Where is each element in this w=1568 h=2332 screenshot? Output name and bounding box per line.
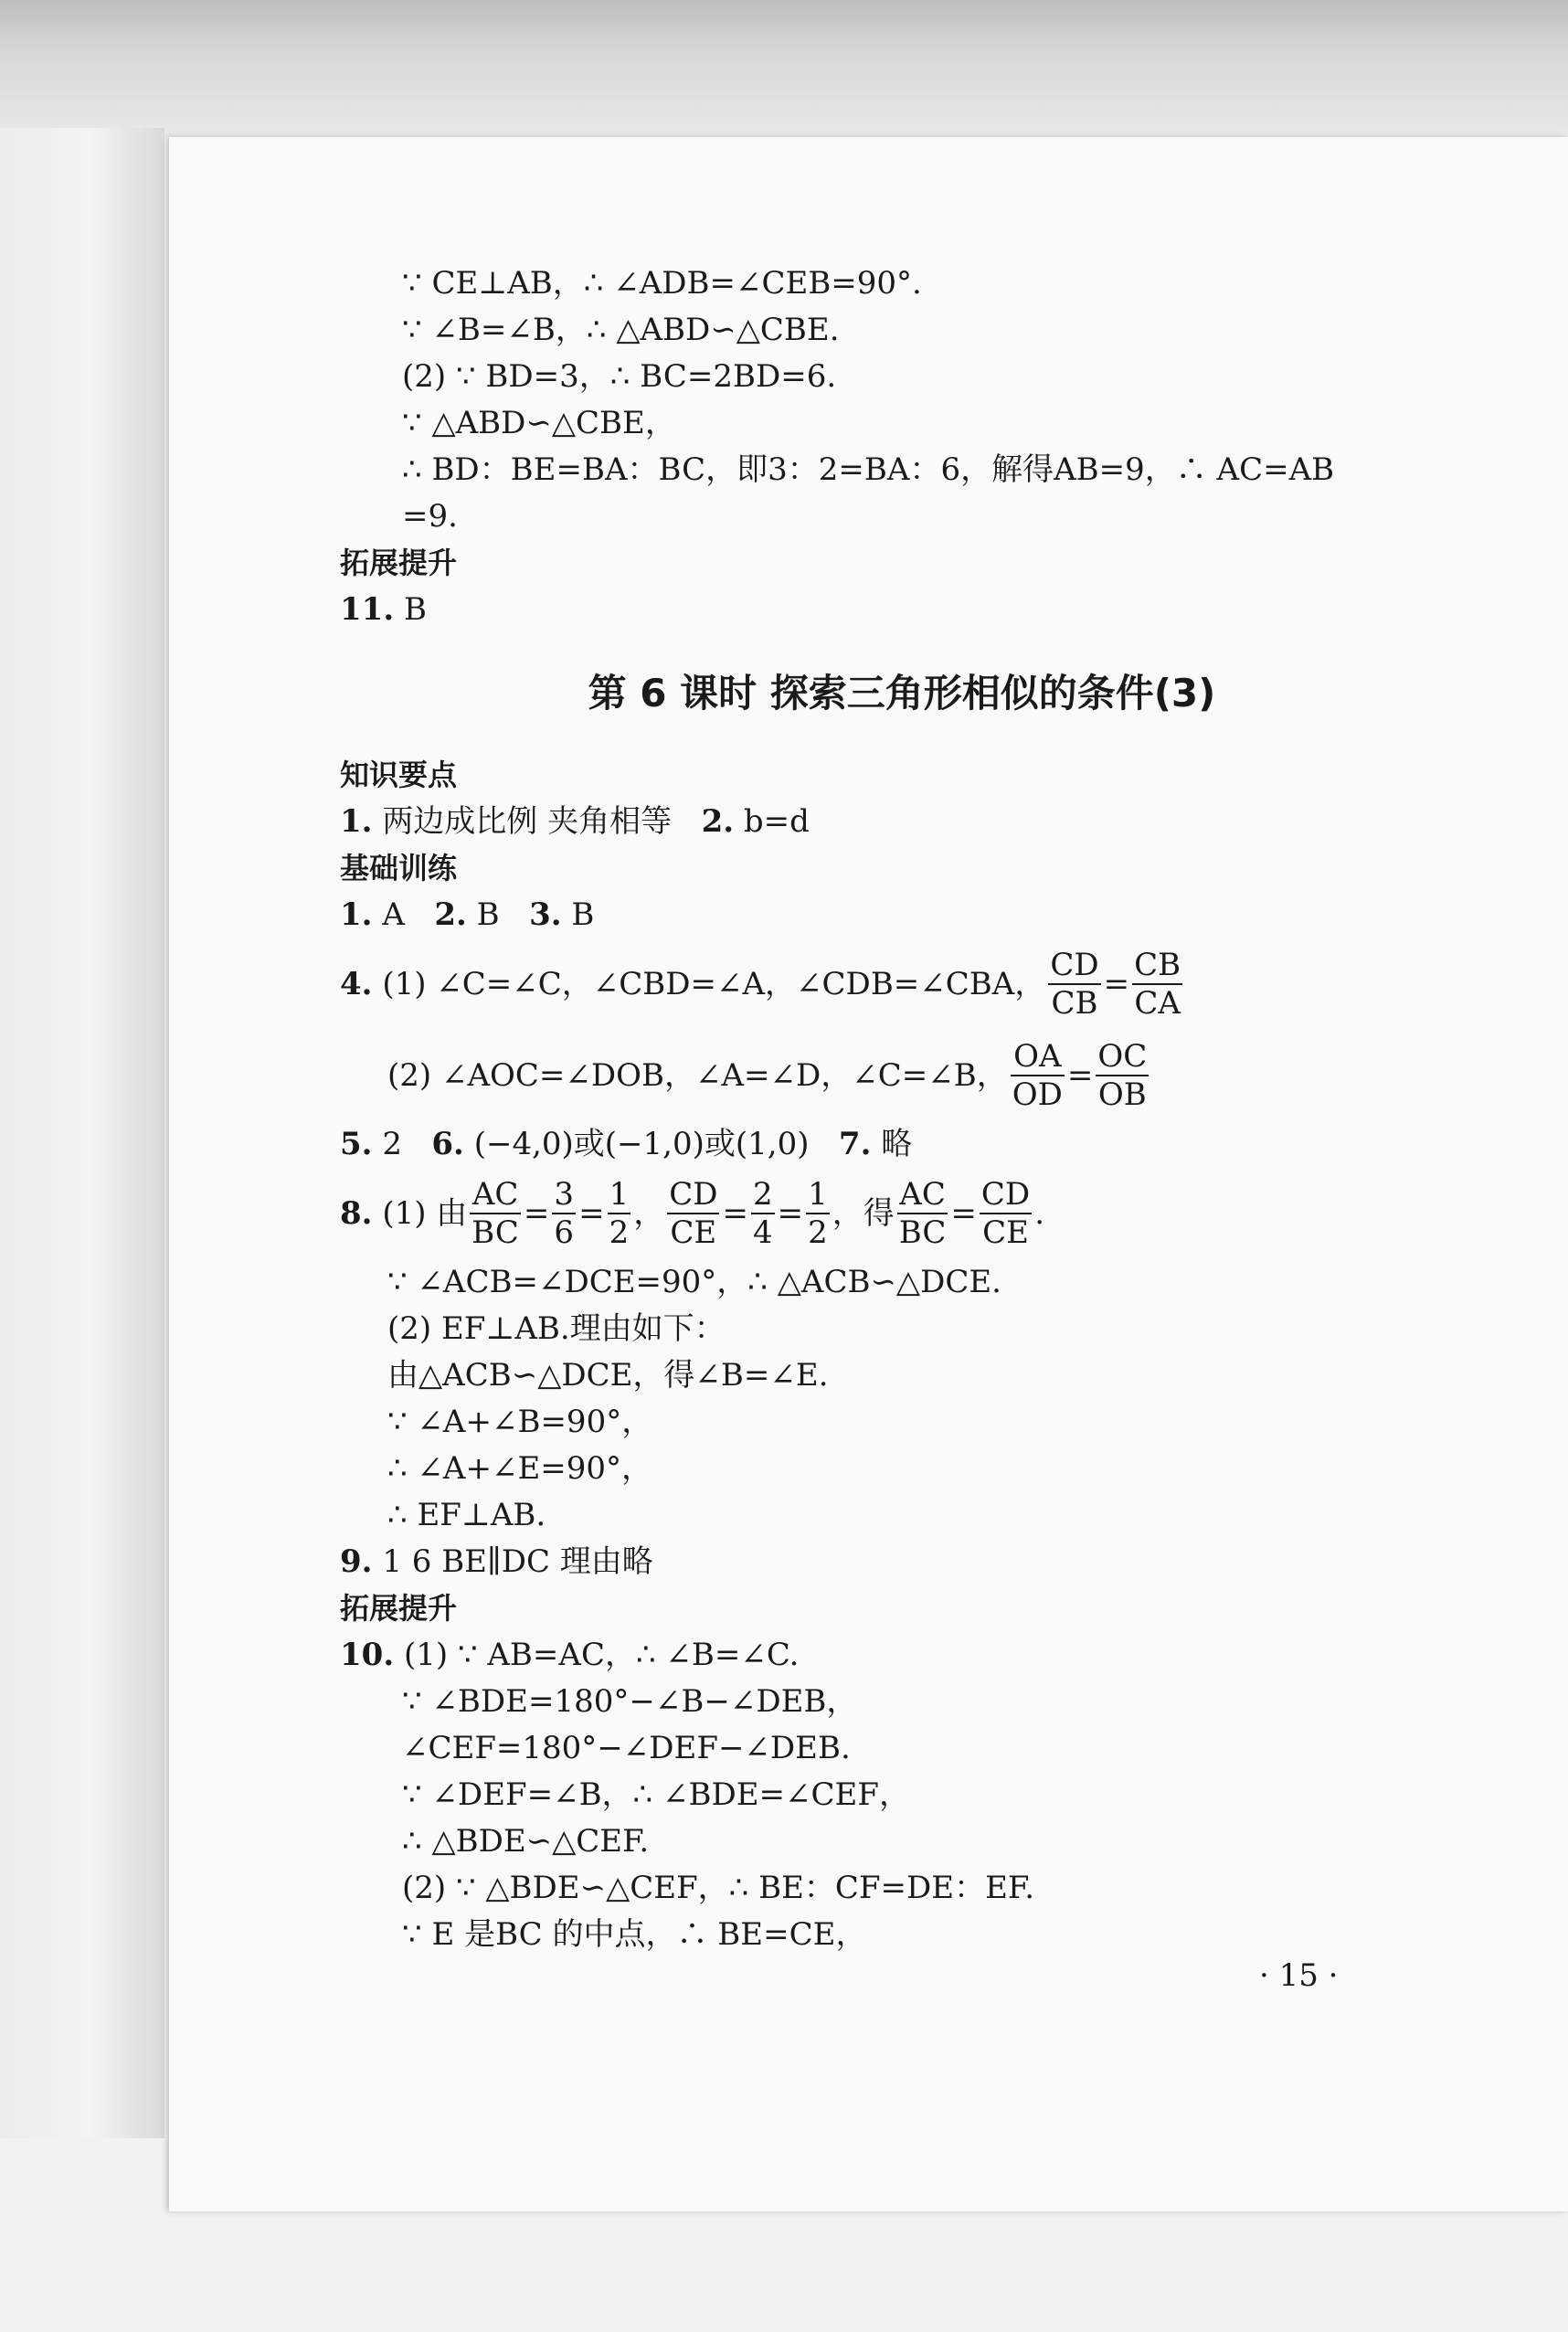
text-line: ∴ △BDE∽△CEF. bbox=[402, 1823, 650, 1860]
fraction bbox=[552, 1176, 576, 1251]
equals-sign: = bbox=[722, 1194, 748, 1232]
fraction bbox=[470, 1176, 521, 1251]
answer-9 bbox=[340, 1539, 1464, 1585]
text-line: ∠CEF=180°−∠DEF−∠DEB. bbox=[402, 1730, 851, 1766]
section-heading: 拓展提升 bbox=[340, 1591, 458, 1626]
denominator: 2 bbox=[808, 1214, 828, 1251]
answer-8-fractions bbox=[340, 1168, 1464, 1259]
answer-text: A bbox=[382, 896, 405, 933]
numerator: CB bbox=[1134, 947, 1181, 983]
section-heading: 拓展提升 bbox=[340, 546, 458, 580]
equals-sign: = bbox=[777, 1194, 804, 1232]
text-line: (2) EF⊥AB.理由如下： bbox=[387, 1310, 726, 1347]
answer-text: 两边成比例 夹角相等 bbox=[382, 803, 673, 840]
denominator: BC bbox=[471, 1214, 519, 1251]
text-line: ∵ ∠BDE=180°−∠B−∠DEB， bbox=[402, 1683, 858, 1720]
text-line: ∴ BD：BE=BA：BC，即3：2=BA：6，解得AB=9，∴ AC=AB bbox=[402, 451, 1335, 488]
numerator: CD bbox=[1050, 947, 1099, 983]
section-heading: 知识要点 bbox=[340, 758, 458, 792]
equals-sign: = bbox=[950, 1194, 977, 1232]
text-line: ∵ ∠ACB=∠DCE=90°，∴ △ACB∽△DCE. bbox=[387, 1264, 1001, 1300]
text-line: ∵ ∠DEF=∠B，∴ ∠BDE=∠CEF， bbox=[402, 1776, 910, 1813]
question-number: 6. bbox=[431, 1126, 464, 1162]
question-number: 8. bbox=[340, 1194, 373, 1232]
question-number: 2. bbox=[701, 803, 735, 840]
question-number: 1. bbox=[340, 803, 373, 840]
answer-text: (1) 由 bbox=[382, 1194, 468, 1232]
answer-text: 2 bbox=[382, 1126, 402, 1162]
equals-sign: = bbox=[578, 1194, 605, 1232]
text-line: =9. bbox=[402, 498, 458, 535]
fraction bbox=[806, 1176, 830, 1251]
equals-sign: = bbox=[1066, 1056, 1094, 1094]
numerator: AC bbox=[470, 1176, 521, 1214]
denominator: CA bbox=[1134, 985, 1181, 1022]
denominator: 6 bbox=[554, 1214, 575, 1251]
answer-text: (2) ∠AOC=∠DOB，∠A=∠D，∠C=∠B， bbox=[387, 1056, 1008, 1094]
numerator: OA bbox=[1011, 1038, 1065, 1076]
fraction bbox=[751, 1176, 775, 1251]
scan-shadow-top bbox=[0, 0, 1568, 137]
answer-4-part-2 bbox=[340, 1030, 1464, 1121]
answer-text: B bbox=[571, 896, 595, 933]
section-heading: 基础训练 bbox=[340, 851, 458, 885]
answer-text: 1 6 BE∥DC 理由略 bbox=[382, 1543, 653, 1580]
text-line: ∵ E 是BC 的中点，∴ BE=CE， bbox=[402, 1916, 867, 1953]
question-number: 10. bbox=[340, 1637, 395, 1673]
text-line: (2) ∵ △BDE∽△CEF，∴ BE：CF=DE：EF. bbox=[402, 1870, 1035, 1906]
denominator: 4 bbox=[752, 1214, 773, 1251]
text-line: ∴ ∠A+∠E=90°， bbox=[387, 1450, 653, 1487]
scan-binding-left bbox=[0, 128, 164, 2138]
numerator: 1 bbox=[609, 1176, 630, 1213]
numerator: 3 bbox=[554, 1176, 575, 1213]
fraction bbox=[897, 1176, 948, 1251]
question-number: 3. bbox=[529, 896, 562, 933]
question-number: 5. bbox=[340, 1126, 373, 1162]
answer-11 bbox=[340, 587, 1464, 633]
question-number: 4. bbox=[340, 965, 373, 1002]
numerator: 1 bbox=[808, 1176, 828, 1213]
fraction bbox=[608, 1176, 631, 1251]
text-line: ∵ ∠B=∠B，∴ △ABD∽△CBE. bbox=[402, 312, 840, 348]
answer-text: 略 bbox=[881, 1126, 913, 1162]
numerator: 2 bbox=[752, 1176, 773, 1213]
answer-text: B bbox=[476, 896, 500, 933]
answer-text: b=d bbox=[743, 803, 810, 840]
question-number: 2. bbox=[434, 896, 467, 933]
denominator: 2 bbox=[609, 1214, 630, 1251]
fraction bbox=[1048, 947, 1100, 1022]
fraction bbox=[1096, 1038, 1149, 1113]
fraction bbox=[1011, 1038, 1065, 1113]
denominator: OB bbox=[1097, 1076, 1147, 1113]
answer-content bbox=[340, 260, 1464, 1958]
numerator: CD bbox=[980, 1176, 1031, 1213]
numerator: CD bbox=[669, 1176, 718, 1213]
question-number: 7. bbox=[838, 1126, 872, 1162]
lesson-title: 第 6 课时 探索三角形相似的条件(3) bbox=[588, 671, 1216, 716]
text-line: 由△ACB∽△DCE，得∠B=∠E. bbox=[387, 1357, 829, 1394]
fraction bbox=[667, 1176, 719, 1251]
text-line: ∵ △ABD∽△CBE， bbox=[402, 405, 676, 441]
answer-text: (1) ∠C=∠C，∠CBD=∠A，∠CDB=∠CBA， bbox=[382, 965, 1046, 1002]
answers-5-7 bbox=[340, 1121, 1464, 1168]
text-line: (2) ∵ BD=3，∴ BC=2BD=6. bbox=[402, 358, 837, 395]
punctuation: ， bbox=[633, 1194, 665, 1232]
text-line: ∴ EF⊥AB. bbox=[387, 1497, 546, 1533]
fraction bbox=[1132, 947, 1182, 1022]
basic-answers-1-3 bbox=[340, 892, 1464, 938]
knowledge-answers bbox=[340, 799, 1464, 845]
equals-sign: = bbox=[523, 1194, 550, 1232]
equals-sign: = bbox=[1103, 965, 1130, 1002]
denominator: BC bbox=[898, 1214, 947, 1251]
answer-4-part-1 bbox=[340, 938, 1464, 1030]
answer-text: (1) ∵ AB=AC，∴ ∠B=∠C. bbox=[403, 1637, 800, 1673]
fraction bbox=[980, 1176, 1032, 1251]
denominator: CE bbox=[982, 1214, 1029, 1251]
page-number: · 15 · bbox=[1259, 1957, 1339, 1994]
numerator: AC bbox=[897, 1176, 948, 1214]
question-number: 9. bbox=[340, 1543, 373, 1580]
answer-text: ，得 bbox=[832, 1194, 895, 1232]
answer-text: B bbox=[403, 591, 427, 628]
question-number: 1. bbox=[340, 896, 373, 933]
answer-text: (−4,0)或(−1,0)或(1,0) bbox=[473, 1126, 810, 1162]
answer-10-first bbox=[340, 1632, 1464, 1679]
text-line: ∵ ∠A+∠B=90°， bbox=[387, 1404, 653, 1440]
question-number: 11. bbox=[340, 591, 395, 628]
text-line: ∵ CE⊥AB，∴ ∠ADB=∠CEB=90°. bbox=[402, 265, 922, 302]
denominator: CB bbox=[1051, 985, 1098, 1022]
numerator: OC bbox=[1097, 1038, 1148, 1075]
denominator: OD bbox=[1012, 1076, 1063, 1113]
denominator: CE bbox=[670, 1214, 717, 1251]
punctuation: . bbox=[1034, 1194, 1044, 1232]
